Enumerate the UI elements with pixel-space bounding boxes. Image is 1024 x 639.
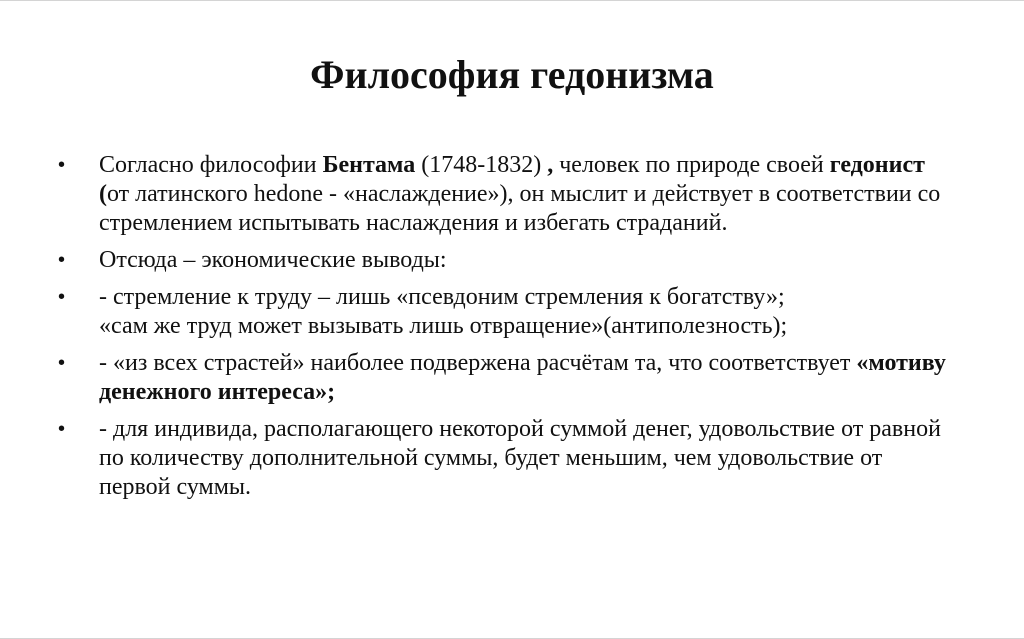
bullet-text: - для индивида, располагающего некоторой суммой денег, удовольствие от равной по количеству дополнительной суммы, будет меньшим, чем удовольствие от первой суммы. (99, 416, 941, 500)
bullet-icon: • (58, 249, 66, 271)
bullet-text: Согласно философии Бентама (1748-1832) , человек по природе своей гедонист (от латинского hedone - «наслаждение»), он мыслит и действует в соответствии со стремлением испытывать наслаждения и избегать страданий. (99, 152, 941, 236)
bullet-icon: • (58, 352, 66, 374)
bullet-item-bentham (58, 151, 958, 238)
bullet-item-utility (58, 415, 958, 502)
bullet-icon: • (58, 286, 66, 308)
bullet-item-labor (58, 283, 958, 341)
bullet-text: - стремление к труду – лишь «псевдоним стремления к богатству»; «сам же труд может вызывать лишь отвращение»(антиполезность); (99, 284, 788, 339)
bullet-icon: • (58, 154, 66, 176)
bullet-text: Отсюда – экономические выводы: (99, 247, 447, 273)
bullet-item-conclusions (58, 246, 958, 275)
bullet-list (58, 151, 958, 510)
slide-title: Философия гедонизма (310, 52, 714, 97)
bullet-text: - «из всех страстей» наиболее подвержена расчётам та, что соответствует «мотиву денежного интереса»; (99, 350, 946, 405)
bullet-item-passions (58, 349, 958, 407)
bullet-icon: • (58, 418, 66, 440)
